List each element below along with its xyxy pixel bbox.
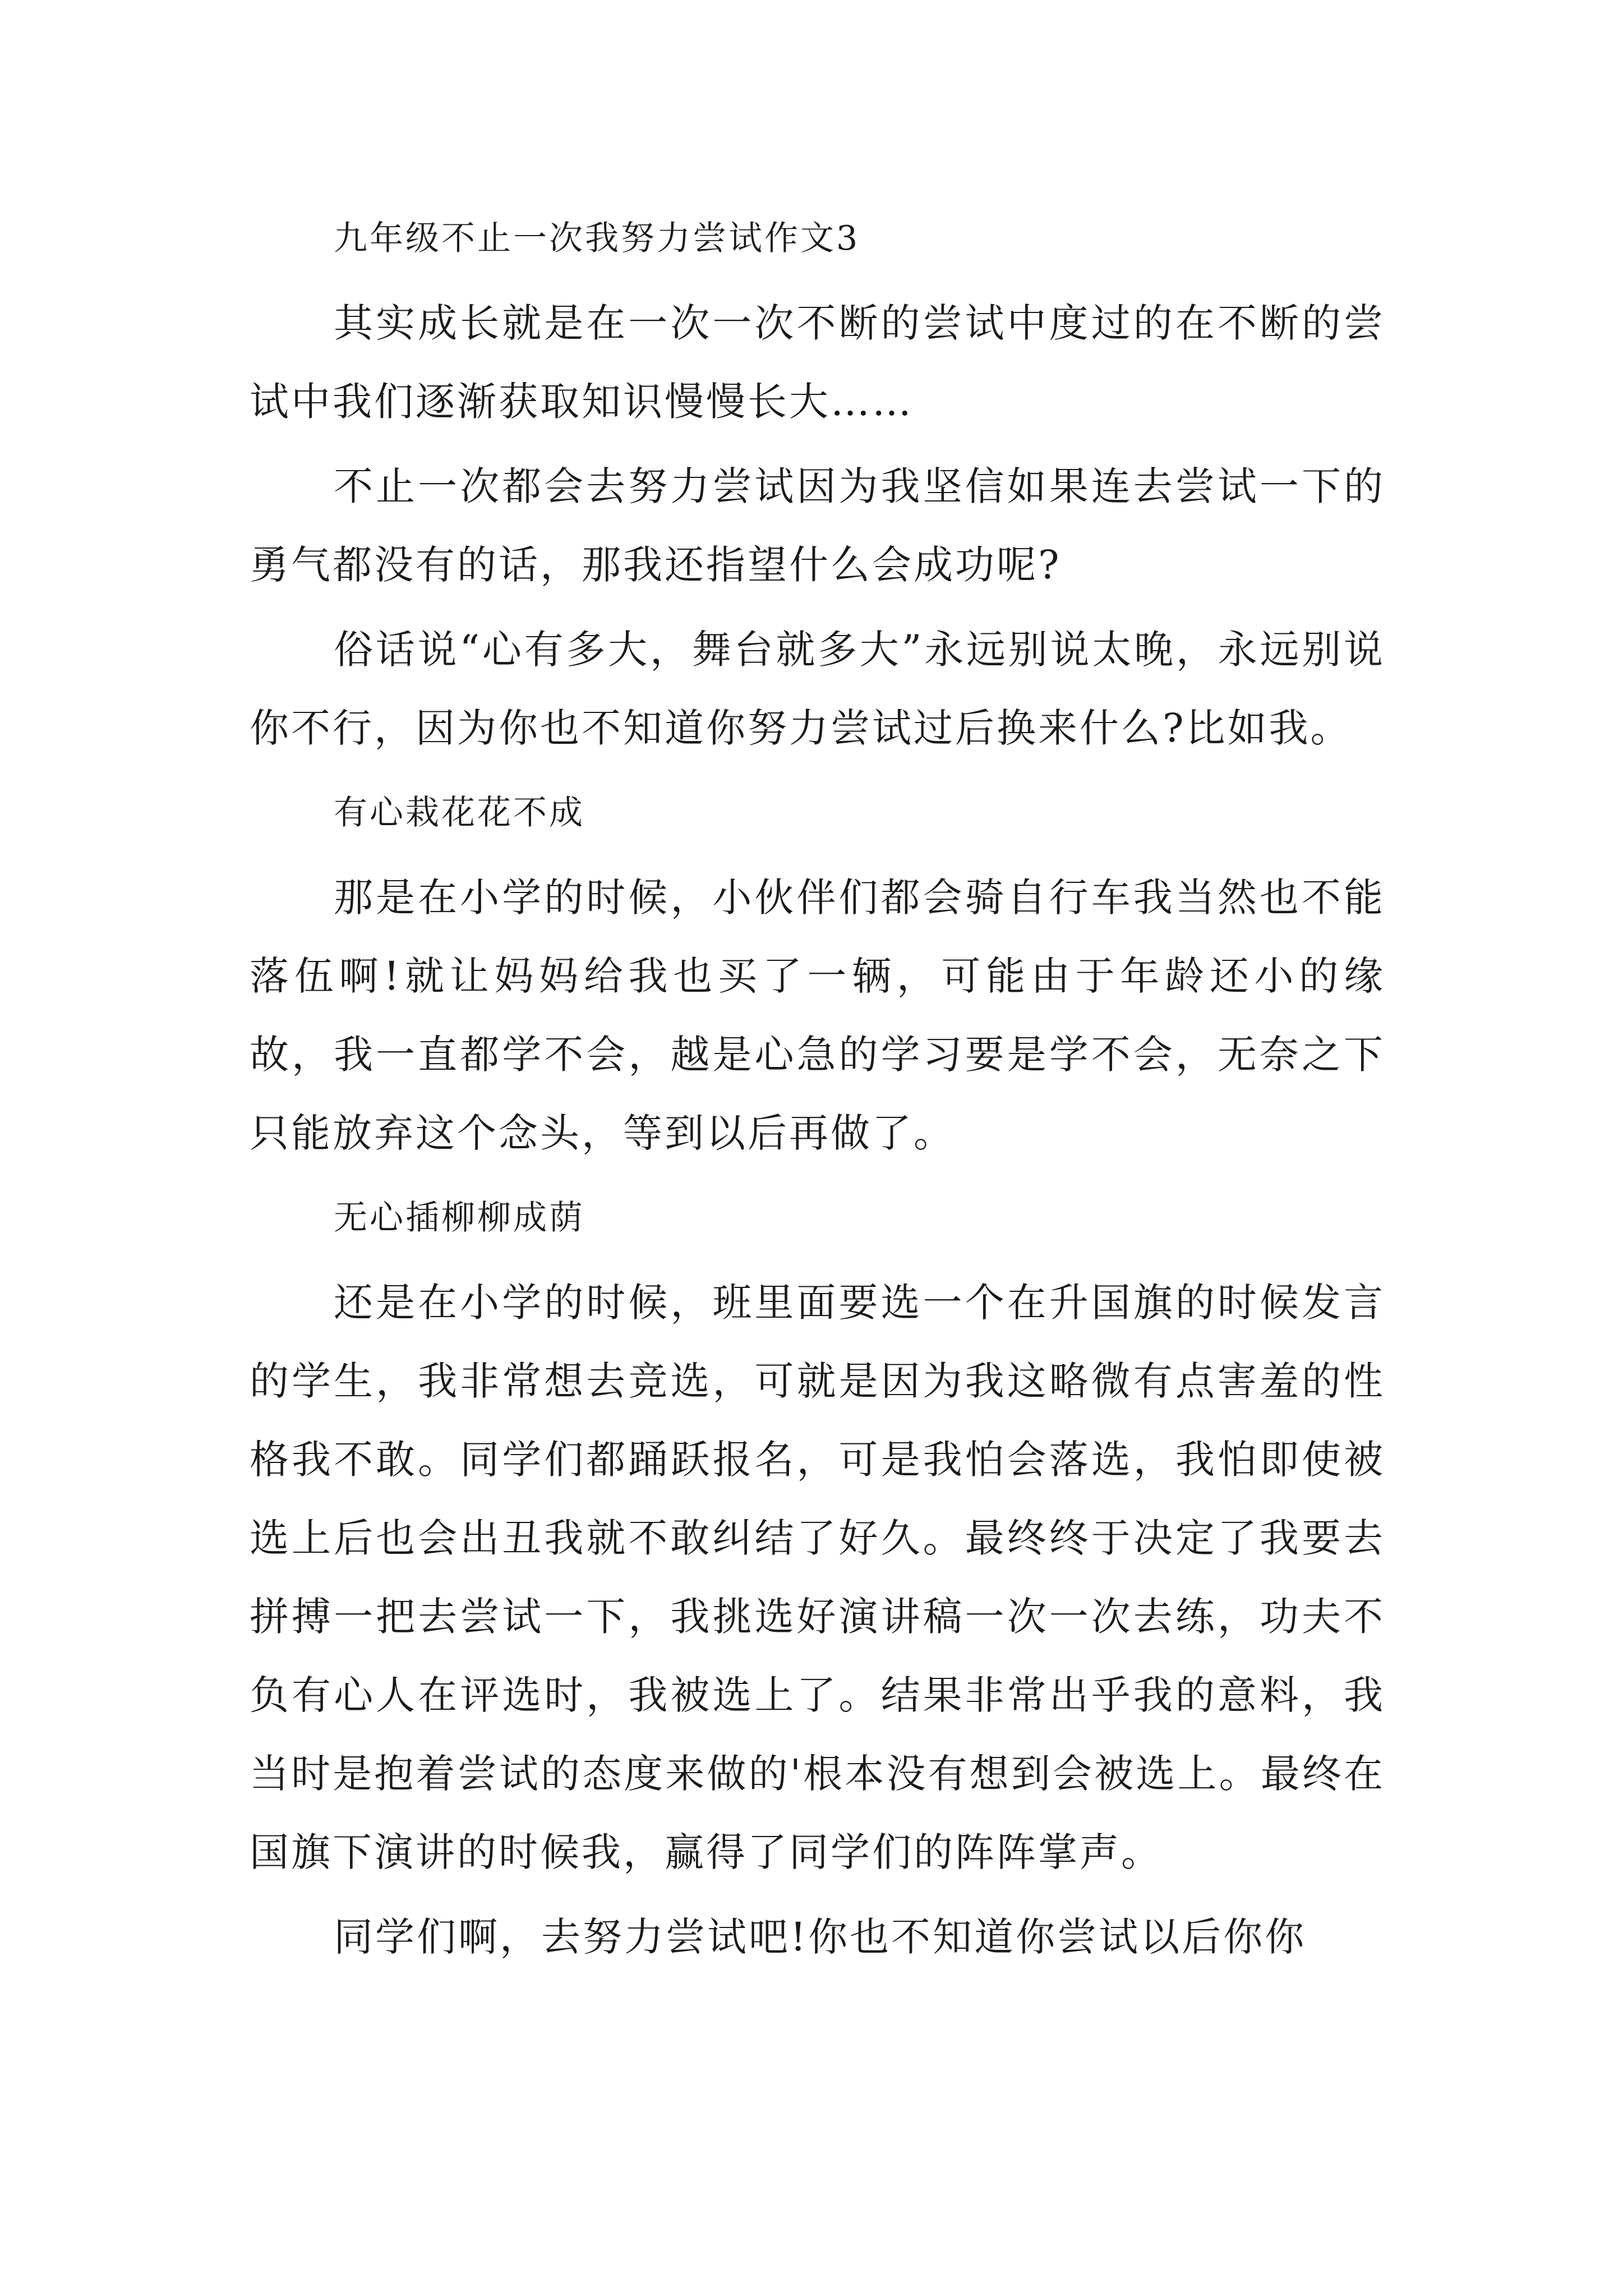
paragraph: 不止一次都会去努力尝试因为我坚信如果连去尝试一下的勇气都没有的话，那我还指望什么会成功呢? — [250, 463, 1385, 588]
section-heading: 有心栽花花不成 — [334, 793, 585, 832]
paragraph: 那是在小学的时候，小伙伴们都会骑自行车我当然也不能落伍啊!就让妈妈给我也买了一辆，可能由于年龄还小的缘故，我一直都学不会，越是心急的学习要是学不会，无奈之下只能放弃这个念头，等到以后再做了。 — [250, 875, 1385, 1156]
paragraph: 其实成长就是在一次一次不断的尝试中度过的在不断的尝试中我们逐渐获取知识慢慢长大…… — [250, 300, 1385, 425]
essay-title: 九年级不止一次我努力尝试作文3 — [334, 219, 860, 258]
paragraph: 还是在小学的时候，班里面要选一个在升国旗的时候发言的学生，我非常想去竞选，可就是因为我这略微有点害羞的性格我不敢。同学们都踊跃报名，可是我怕会落选，我怕即使被选上后也会出丑我就不敢纠结了好久。最终终于决定了我要去拼搏一把去尝试一下，我挑选好演讲稿一次一次去练，功夫不负有心人在评选时，我被选上了。结果非常出乎我的意料，我当时是抱着尝试的态度来做的'根本没有想到会被选上。最终在国旗下演讲的时候我，赢得了同学们的阵阵掌声。 — [250, 1280, 1385, 1875]
section-heading: 无心插柳柳成荫 — [334, 1198, 585, 1237]
document-body — [250, 199, 1385, 1982]
paragraph: 俗话说“心有多大，舞台就多大”永远别说太晚，永远别说你不行，因为你也不知道你努力尝试过后换来什么?比如我。 — [250, 627, 1385, 751]
paragraph: 同学们啊，去努力尝试吧!你也不知道你尝试以后你你 — [334, 1914, 1307, 1960]
